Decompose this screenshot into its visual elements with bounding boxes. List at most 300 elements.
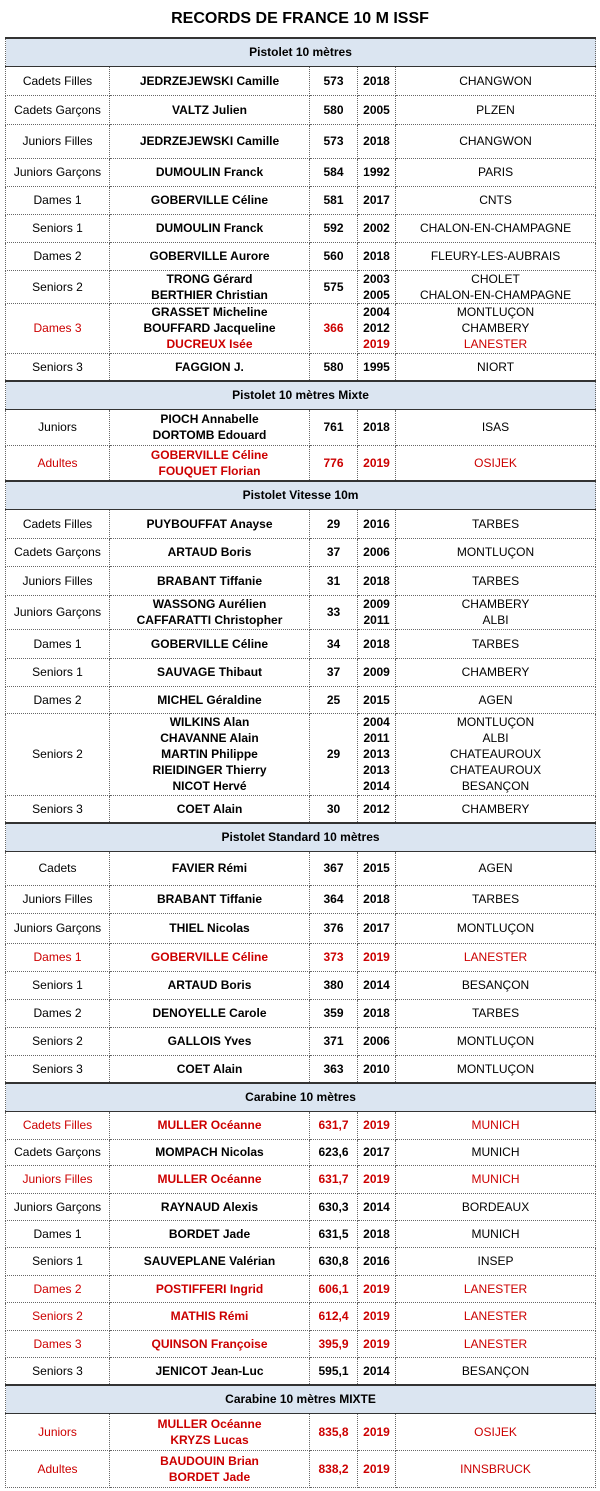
section-header [6,1083,596,1111]
year-cell-line: 2018 [363,420,390,434]
place-cell-line: BORDEAUX [461,1199,530,1214]
place-cell-line: ALBI [482,613,509,627]
place-cell [396,509,596,538]
year-cell [358,913,396,943]
category-cell: Juniors Filles [6,1165,110,1193]
place-cell [396,595,596,629]
shooter-cell-line: MULLER Océanne [157,1416,262,1431]
year-cell-line: 2019 [363,1172,390,1186]
table-row [6,885,596,913]
place-cell-line: CHATEAUROUX [449,747,542,761]
shooter-cell-line: JEDRZEJEWSKI Camille [139,134,280,148]
place-cell [396,1450,596,1487]
year-cell-line: 2009 [363,597,390,611]
category-cell: Cadets Garçons [6,538,110,566]
shooter-cell-line: PUYBOUFFAT Anayse [146,516,273,531]
category-cell: Seniors 2 [6,1027,110,1055]
place-cell-line: PLZEN [476,102,515,117]
year-cell-line: 2006 [363,1034,390,1048]
score-cell: 371 [310,1027,358,1055]
shooter-cell-line: BRABANT Tiffanie [156,892,263,906]
table-row [6,186,596,214]
year-cell-line: 2010 [363,1061,390,1076]
shooter-cell [110,1413,310,1450]
score-cell: 364 [310,885,358,913]
table-row [6,1193,596,1220]
place-cell-line: OSIJEK [474,1424,517,1439]
year-cell-line: 2019 [363,455,390,470]
place-cell [396,566,596,595]
table-row [6,1220,596,1247]
shooter-cell [110,214,310,242]
place-cell [396,913,596,943]
category-cell: Cadets Filles [6,66,110,95]
place-cell [396,999,596,1027]
shooter-cell-line: CAFFARATTI Christopher [136,613,283,627]
shooter-cell [110,1165,310,1193]
category-cell: Dames 2 [6,686,110,713]
table-row [6,509,596,538]
year-cell-line: 2017 [363,193,390,207]
score-cell: 595,1 [310,1357,358,1385]
place-cell-line: MONTLUÇON [456,1061,535,1076]
year-cell-line: 2017 [363,1145,390,1159]
shooter-cell-line: MATHIS Rémi [170,1309,249,1323]
place-cell [396,214,596,242]
category-cell: Juniors Filles [6,566,110,595]
year-cell-line: 2011 [363,613,390,627]
shooter-cell-line: MULLER Océanne [157,1118,262,1132]
year-cell-line: 2018 [363,134,390,148]
place-cell-line: PARIS [477,165,514,179]
year-cell [358,186,396,214]
shooter-cell [110,713,310,795]
shooter-cell [110,1220,310,1247]
year-cell [358,353,396,381]
place-cell-line: TARBES [471,516,520,531]
category-cell: Juniors Garçons [6,158,110,186]
shooter-cell-line: COET Alain [176,1061,243,1076]
year-cell [358,971,396,999]
section-title: Carabine 10 mètres MIXTE [6,1385,596,1413]
year-cell-line: 2011 [363,731,390,745]
place-cell [396,1055,596,1083]
shooter-cell-line: THIEL Nicolas [169,921,250,935]
place-cell-line: LANESTER [463,1309,528,1323]
shooter-cell [110,303,310,353]
table-row [6,124,596,158]
shooter-cell-line: DENOYELLE Carole [152,1006,267,1020]
score-cell: 380 [310,971,358,999]
shooter-cell-line: VALTZ Julien [172,102,247,117]
place-cell [396,629,596,658]
table-row [6,1055,596,1083]
category-cell: Cadets Filles [6,1111,110,1139]
category-cell: Dames 2 [6,999,110,1027]
category-cell: Seniors 1 [6,971,110,999]
category-cell: Seniors 3 [6,795,110,823]
year-cell-line: 2014 [363,779,390,793]
place-cell [396,1413,596,1450]
shooter-cell-line: ARTAUD Boris [167,978,252,992]
table-row [6,629,596,658]
table-row [6,1165,596,1193]
shooter-cell [110,1450,310,1487]
year-cell-line: 2019 [363,1309,390,1323]
records-table [5,37,596,1488]
shooter-cell-line: ARTAUD Boris [167,545,252,559]
category-cell: Seniors 3 [6,1357,110,1385]
year-cell [358,851,396,885]
score-cell: 37 [310,658,358,686]
place-cell-line: MUNICH [471,1172,520,1186]
category-cell: Cadets Garçons [6,1139,110,1165]
year-cell-line: 2019 [363,1336,390,1351]
year-cell [358,1247,396,1275]
table-row [6,1330,596,1357]
shooter-cell [110,242,310,270]
shooter-cell [110,1055,310,1083]
score-cell: 584 [310,158,358,186]
year-cell [358,242,396,270]
score-cell: 630,8 [310,1247,358,1275]
place-cell-line: MONTLUÇON [456,1034,535,1048]
table-row [6,971,596,999]
shooter-cell [110,1302,310,1330]
section-header [6,823,596,851]
place-cell [396,1302,596,1330]
place-cell [396,885,596,913]
year-cell-line: 2002 [363,221,390,235]
shooter-cell-line: RAYNAUD Alexis [160,1199,259,1214]
year-cell-line: 2014 [363,1199,390,1214]
place-cell [396,158,596,186]
place-cell-line: ALBI [482,731,509,745]
place-cell [396,1220,596,1247]
year-cell [358,658,396,686]
year-cell-line: 2019 [363,1461,390,1476]
category-cell: Juniors Filles [6,124,110,158]
table-row [6,353,596,381]
shooter-cell-line: MOMPACH Nicolas [155,1145,264,1159]
shooter-cell-line: GOBERVILLE Céline [150,447,269,462]
shooter-cell-line: BAUDOUIN Brian [160,1453,259,1468]
shooter-cell-line: MULLER Océanne [157,1172,262,1186]
section-title: Pistolet Standard 10 mètres [6,823,596,851]
year-cell-line: 2016 [363,516,390,531]
shooter-cell [110,658,310,686]
year-cell-line: 2003 [363,271,390,286]
category-cell: Adultes [6,445,110,481]
shooter-cell [110,1357,310,1385]
year-cell [358,95,396,124]
score-cell: 573 [310,124,358,158]
shooter-cell [110,1027,310,1055]
year-cell [358,1220,396,1247]
place-cell [396,445,596,481]
place-cell-line: CNTS [479,193,512,207]
year-cell [358,885,396,913]
shooter-cell-line: WASSONG Aurélien [152,597,267,611]
shooter-cell-line: BORDET Jade [168,1469,251,1484]
place-cell [396,1357,596,1385]
year-cell [358,1450,396,1487]
year-cell-line: 2005 [363,287,390,302]
category-cell: Dames 2 [6,242,110,270]
table-row [6,943,596,971]
place-cell-line: MUNICH [471,1226,520,1241]
shooter-cell-line: GALLOIS Yves [167,1034,252,1048]
category-cell: Seniors 2 [6,1302,110,1330]
shooter-cell [110,95,310,124]
shooter-cell-line: BERTHIER Christian [151,287,268,302]
score-cell: 631,7 [310,1165,358,1193]
place-cell-line: TARBES [471,892,520,906]
category-cell: Seniors 1 [6,658,110,686]
year-cell [358,158,396,186]
year-cell-line: 2004 [363,715,390,729]
year-cell [358,1165,396,1193]
shooter-cell-line: BOUFFARD Jacqueline [143,321,276,335]
section-title: Pistolet Vitesse 10m [6,481,596,509]
place-cell-line: MONTLUÇON [456,545,535,559]
shooter-cell-line: DUCREUX Isée [166,337,253,351]
shooter-cell [110,186,310,214]
place-cell-line: CHALON-EN-CHAMPAGNE [419,287,572,302]
year-cell-line: 2015 [363,861,390,875]
section-title: Pistolet 10 mètres [6,38,596,66]
place-cell-line: CHAMBERY [461,597,530,611]
place-cell [396,95,596,124]
score-cell: 363 [310,1055,358,1083]
category-cell: Juniors [6,409,110,445]
table-row [6,303,596,353]
place-cell [396,353,596,381]
shooter-cell [110,538,310,566]
category-cell: Dames 1 [6,186,110,214]
year-cell [358,445,396,481]
score-cell: 631,5 [310,1220,358,1247]
place-cell [396,1165,596,1193]
year-cell-line: 2012 [363,801,390,816]
score-cell: 776 [310,445,358,481]
shooter-cell [110,795,310,823]
shooter-cell-line: DUMOULIN Franck [155,221,264,235]
shooter-cell-line: PIOCH Annabelle [160,412,259,426]
year-cell-line: 2013 [363,763,390,777]
score-cell: 37 [310,538,358,566]
year-cell [358,409,396,445]
year-cell-line: 2016 [363,1254,390,1268]
section-header [6,38,596,66]
table-row [6,658,596,686]
place-cell [396,713,596,795]
shooter-cell-line: WILKINS Alan [169,715,250,729]
category-cell: Dames 3 [6,1330,110,1357]
shooter-cell-line: COET Alain [176,801,243,816]
shooter-cell [110,566,310,595]
score-cell: 612,4 [310,1302,358,1330]
place-cell-line: CHATEAUROUX [449,763,542,777]
shooter-cell [110,686,310,713]
category-cell: Dames 1 [6,1220,110,1247]
year-cell-line: 2015 [363,692,390,707]
place-cell [396,1139,596,1165]
score-cell: 560 [310,242,358,270]
score-cell: 367 [310,851,358,885]
category-cell: Seniors 2 [6,270,110,303]
shooter-cell [110,913,310,943]
place-cell-line: TARBES [471,1006,520,1020]
shooter-cell-line: FAGGION J. [175,359,244,374]
shooter-cell [110,595,310,629]
shooter-cell [110,509,310,538]
place-cell-line: MUNICH [471,1145,520,1159]
table-row [6,445,596,481]
shooter-cell-line: GOBERVILLE Céline [150,636,269,651]
shooter-cell-line: CHAVANNE Alain [160,731,259,745]
shooter-cell-line: NICOT Hervé [172,779,247,793]
table-row [6,1275,596,1302]
place-cell [396,1027,596,1055]
records-table-body [6,38,596,1487]
shooter-cell-line: SAUVEPLANE Valérian [143,1254,276,1268]
year-cell [358,1111,396,1139]
year-cell-line: 2012 [363,321,390,335]
score-cell: 606,1 [310,1275,358,1302]
year-cell [358,1357,396,1385]
shooter-cell [110,1330,310,1357]
table-row [6,713,596,795]
place-cell-line: LANESTER [463,1281,528,1296]
year-cell [358,566,396,595]
table-row [6,158,596,186]
year-cell-line: 2014 [363,1363,390,1378]
category-cell: Cadets [6,851,110,885]
place-cell [396,538,596,566]
shooter-cell [110,1193,310,1220]
year-cell [358,1275,396,1302]
year-cell-line: 1995 [363,359,390,374]
shooter-cell-line: TRONG Gérard [166,271,253,286]
score-cell: 29 [310,509,358,538]
year-cell [358,1413,396,1450]
place-cell [396,1111,596,1139]
place-cell-line: CHOLET [471,271,520,286]
table-row [6,1450,596,1487]
category-cell: Juniors Garçons [6,1193,110,1220]
table-row [6,595,596,629]
category-cell: Cadets Garçons [6,95,110,124]
score-cell: 395,9 [310,1330,358,1357]
year-cell [358,214,396,242]
category-cell: Juniors [6,1413,110,1450]
year-cell [358,713,396,795]
place-cell-line: TARBES [471,636,520,651]
table-row [6,913,596,943]
place-cell [396,270,596,303]
category-cell: Juniors Filles [6,885,110,913]
year-cell [358,943,396,971]
page-title: RECORDS DE FRANCE 10 M ISSF [171,10,429,27]
table-row [6,214,596,242]
place-cell [396,1330,596,1357]
year-cell-line: 2004 [363,305,390,319]
category-cell: Seniors 3 [6,353,110,381]
place-cell [396,795,596,823]
place-cell [396,971,596,999]
year-cell [358,1055,396,1083]
score-cell: 575 [310,270,358,303]
place-cell-line: LANESTER [463,950,528,964]
table-row [6,795,596,823]
place-cell-line: CHALON-EN-CHAMPAGNE [419,221,572,235]
place-cell-line: MONTLUÇON [456,305,535,319]
table-row [6,1139,596,1165]
shooter-cell-line: JEDRZEJEWSKI Camille [139,73,280,88]
category-cell: Dames 2 [6,1275,110,1302]
place-cell-line: AGEN [478,692,513,707]
place-cell-line: LANESTER [463,337,528,351]
category-cell: Juniors Garçons [6,595,110,629]
year-cell [358,595,396,629]
year-cell [358,1330,396,1357]
year-cell [358,270,396,303]
shooter-cell-line: DUMOULIN Franck [155,165,264,179]
score-cell: 25 [310,686,358,713]
table-row [6,999,596,1027]
table-row [6,1027,596,1055]
place-cell-line: AGEN [478,861,513,875]
score-cell: 366 [310,303,358,353]
table-row [6,1413,596,1450]
year-cell [358,629,396,658]
year-cell [358,66,396,95]
year-cell-line: 2006 [363,545,390,559]
shooter-cell [110,999,310,1027]
shooter-cell [110,1139,310,1165]
year-cell [358,1193,396,1220]
table-row [6,538,596,566]
section-title: Carabine 10 mètres [6,1083,596,1111]
category-cell: Dames 3 [6,303,110,353]
place-cell [396,851,596,885]
table-row [6,566,596,595]
score-cell: 580 [310,353,358,381]
category-cell: Seniors 1 [6,214,110,242]
year-cell [358,795,396,823]
shooter-cell-line: QUINSON Françoise [151,1336,268,1351]
shooter-cell-line: GOBERVILLE Céline [150,950,269,964]
place-cell-line: INSEP [477,1254,514,1268]
place-cell-line: TARBES [471,573,520,588]
place-cell-line: ISAS [481,420,510,434]
section-header [6,381,596,409]
table-row [6,1111,596,1139]
year-cell [358,1027,396,1055]
year-cell [358,686,396,713]
year-cell-line: 2019 [363,950,390,964]
shooter-cell-line: FOUQUET Florian [158,463,261,478]
place-cell [396,1247,596,1275]
year-cell-line: 2018 [363,1006,390,1020]
year-cell-line: 2018 [363,636,390,651]
category-cell: Seniors 1 [6,1247,110,1275]
category-cell: Dames 1 [6,629,110,658]
place-cell [396,124,596,158]
year-cell-line: 2019 [363,1118,390,1132]
table-row [6,686,596,713]
